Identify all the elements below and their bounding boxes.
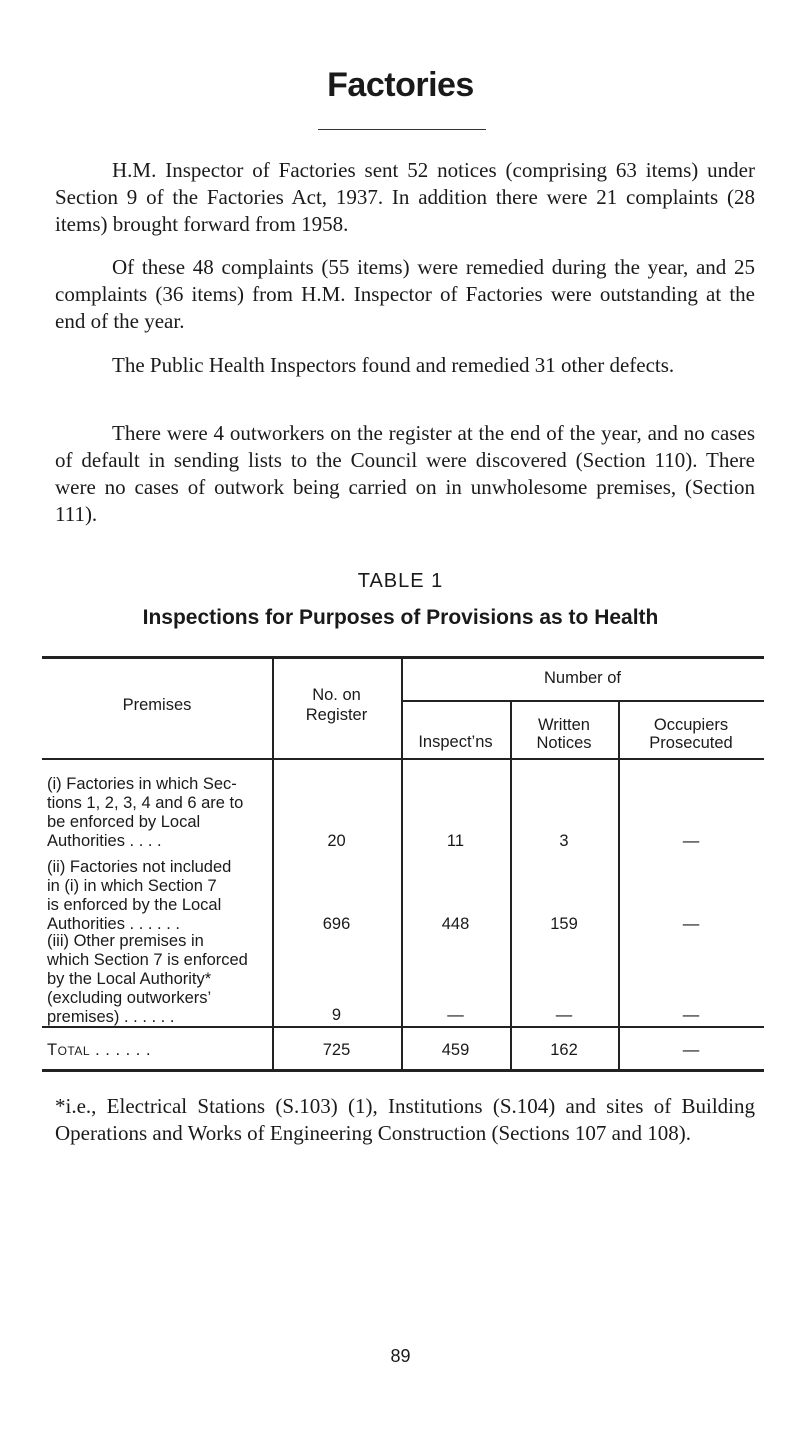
- header-prosecuted-2: Prosecuted: [649, 734, 733, 752]
- table-top-rule: [42, 656, 764, 659]
- premises-line: be enforced by Local: [47, 813, 201, 831]
- premises-line: Authorities . . . . . .: [47, 915, 180, 933]
- premises-line: (ii) Factories not included: [47, 858, 232, 876]
- premises-line: by the Local Authority*: [47, 970, 212, 988]
- total-notices: 162: [550, 1041, 578, 1059]
- total-prosecuted: —: [682, 1041, 700, 1059]
- paragraph-defects: The Public Health Inspectors found and remedied 31 other defects.: [112, 353, 675, 377]
- paragraph-complaints: Of these 48 complaints (55 items) were remedied during the year, and 25 complaints (36 items) from H.M. Inspector of Factories were outstanding at the end of the year.: [55, 255, 755, 333]
- premises-line: Authorities . . . .: [47, 832, 162, 850]
- header-register-2: Register: [305, 706, 368, 724]
- number-of-rule: [401, 700, 764, 702]
- row3-notices: —: [555, 1006, 573, 1024]
- table-label: TABLE 1: [357, 570, 444, 592]
- page-number: 89: [390, 1346, 411, 1366]
- header-register-1: No. on: [312, 686, 361, 704]
- row2-notices: 159: [550, 915, 578, 933]
- table-row-premises: [47, 858, 269, 934]
- premises-line: which Section 7 is enforced: [47, 951, 248, 969]
- table-row-premises: [47, 932, 269, 1027]
- total-inspections: 459: [441, 1041, 470, 1059]
- header-notices-2: Notices: [536, 734, 592, 752]
- paragraph-notices: H.M. Inspector of Factories sent 52 notices (comprising 63 items) under Section 9 of the Factories Act, 1937. In addition there were 21 complaints (28 items) brought forward from 1958.: [55, 158, 755, 236]
- row3-inspections: —: [447, 1006, 464, 1024]
- header-number-of: Number of: [543, 669, 622, 687]
- total-label: Total . . . . . .: [47, 1041, 152, 1059]
- page-title: Factories: [327, 66, 474, 104]
- header-premises: Premises: [122, 696, 192, 714]
- row2-register: 696: [322, 915, 351, 933]
- table-bottom-rule: [42, 1069, 764, 1072]
- paragraph-outworkers: There were 4 outworkers on the register at the end of the year, and no cases of default in sending lists to the Council were discovered (Section 110). There were no cases of outwork being carried on in unwholesome premises, (Section 111).: [55, 421, 755, 526]
- header-prosecuted-1: Occupiers: [653, 716, 729, 734]
- premises-line: (iii) Other premises in: [47, 932, 204, 950]
- premises-line: is enforced by the Local: [47, 896, 222, 914]
- table-caption: Inspections for Purposes of Provisions as to Health: [142, 606, 659, 629]
- row1-inspections: 11: [446, 832, 465, 850]
- title-divider: [318, 129, 486, 130]
- inspections-table: [42, 656, 764, 1072]
- table-footnote: *i.e., Electrical Stations (S.103) (1), Institutions (S.104) and sites of Building Operations and Works of Engineering Construction (Sections 107 and 108).: [55, 1094, 755, 1145]
- premises-line: in (i) in which Section 7: [47, 877, 217, 895]
- row3-register: 9: [331, 1006, 342, 1024]
- row2-prosecuted: —: [682, 915, 700, 933]
- row2-inspections: 448: [441, 915, 470, 933]
- row1-prosecuted: —: [682, 832, 700, 850]
- header-notices-1: Written: [538, 716, 590, 734]
- header-rule: [42, 758, 764, 760]
- total-register: 725: [322, 1041, 351, 1059]
- table-row-premises: [47, 775, 269, 851]
- row1-register: 20: [327, 832, 346, 850]
- header-inspections: Inspect’ns: [418, 733, 493, 751]
- row3-prosecuted: —: [682, 1006, 700, 1024]
- premises-line: (excluding outworkers’: [47, 989, 212, 1007]
- premises-line: (i) Factories in which Sec-: [47, 775, 237, 793]
- premises-line: premises) . . . . . .: [47, 1008, 175, 1026]
- premises-line: tions 1, 2, 3, 4 and 6 are to: [47, 794, 244, 812]
- row1-notices: 3: [559, 832, 569, 850]
